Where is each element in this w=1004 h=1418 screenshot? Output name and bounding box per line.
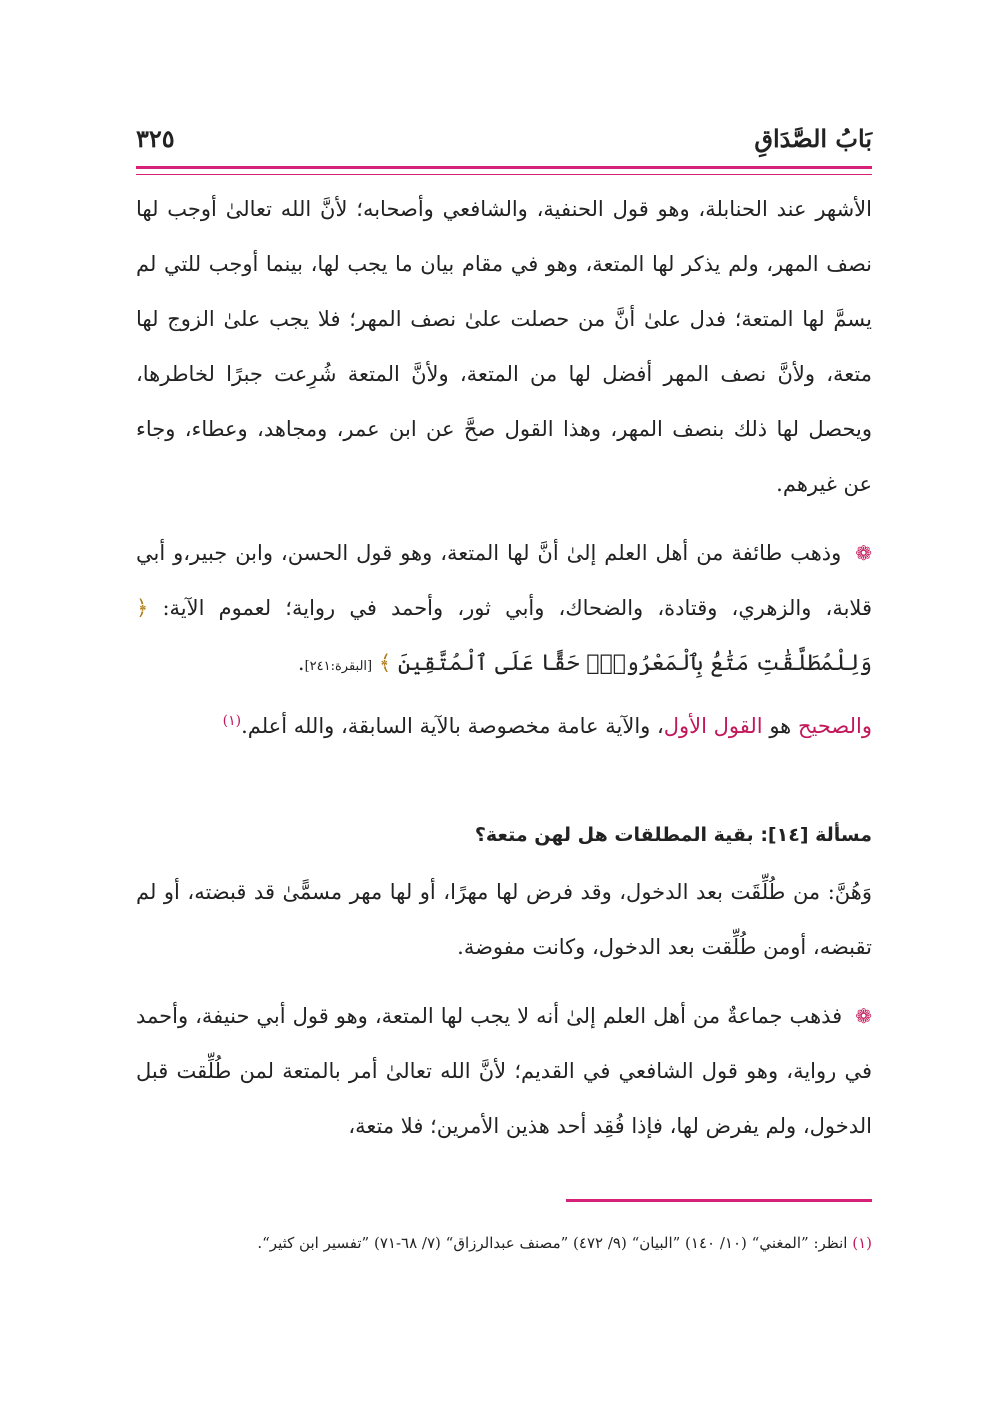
- verse-close-bracket: ﴾: [378, 651, 392, 675]
- header-rule-thick: [136, 166, 872, 169]
- main-text-block-2: [136, 865, 872, 1154]
- quran-verse: وَلِلْمُطَلَّقَٰتِ مَتَٰعُۢ بِٱلْمَعْرُوفِۖ حَقًّا عَلَى ٱلْمُتَّقِينَ: [397, 651, 872, 676]
- paragraph-3-rest: ، والآية عامة مخصوصة بالآية السابقة، والله أعلم.: [241, 714, 664, 738]
- page-number: ٣٢٥: [136, 124, 175, 153]
- footnote: [136, 1228, 872, 1258]
- highlight-sahih: والصحيح: [797, 714, 872, 738]
- paragraph-4: وَهُنَّ: من طُلِّقَت بعد الدخول، وقد فرض لها مهرًا، أو لها مهر مسمًّىٰ قد قبضته، أو لم تقبضه، أومن طُلِّقت بعد الدخول، وكانت مفوضة.: [136, 880, 872, 959]
- paragraph-2: [136, 526, 872, 694]
- paragraph-3-mid: هو: [769, 714, 792, 738]
- verse-citation: [البقرة:٢٤١]: [304, 659, 373, 674]
- flower-ornament-icon: ❁: [855, 541, 873, 565]
- highlight-first-opinion: القول الأول: [663, 714, 763, 738]
- flower-ornament-icon: ❁: [855, 1004, 872, 1028]
- paragraph-1: الأشهر عند الحنابلة، وهو قول الحنفية، والشافعي وأصحابه؛ لأنَّ الله تعالىٰ أوجب لها نصف المهر، ولم يذكر لها المتعة، وهو في مقام بيان ما يجب لها، بينما أوجب للتي لم يسمَّ لها المتعة؛ فدل علىٰ أنَّ من حصلت علىٰ نصف المهر؛ فلا يجب علىٰ الزوج لها متعة، ولأنَّ نصف المهر أفضل لها من المتعة، ولأنَّ المتعة شُرِعت جبرًا لخاطرها، ويحصل لها ذلك بنصف المهر، وهذا القول صحَّ عن ابن عمر، ومجاهد، وعطاء، وجاء عن غيرهم.: [136, 197, 872, 496]
- masala-title: بقية المطلقات هل لهن متعة؟: [474, 824, 754, 846]
- paragraph-5: [136, 989, 872, 1154]
- masala-label: مسألة [١٤]:: [760, 824, 872, 846]
- masala-heading: [475, 824, 872, 846]
- page-header: [136, 118, 872, 160]
- footnote-ref[interactable]: (١): [222, 713, 242, 729]
- footnote-text: انظر: ”المغني“ (١٠/ ١٤٠) ”البيان“ (٩/ ٤٧٢) ”مصنف عبدالرزاق“ (٧/ ٦٨-٧١) ”تفسير ابن كثير“.: [257, 1234, 848, 1252]
- paragraph-2-end: .: [297, 651, 305, 675]
- verse-open-bracket: ﴿: [136, 596, 149, 620]
- main-text-block: [136, 182, 872, 754]
- paragraph-2-text: وذهب طائفة من أهل العلم إلىٰ أنَّ لها المتعة، وهو قول الحسن، وابن جبير،و أبي قلابة، والزهري، وقتادة، والضحاك، وأبي ثور، وأحمد في رواية؛ لعموم الآية:: [136, 541, 872, 620]
- header-rule-thin: [136, 174, 872, 175]
- footnote-number: (١): [852, 1234, 872, 1252]
- paragraph-5-text: فذهب جماعةٌ من أهل العلم إلىٰ أنه لا يجب لها المتعة، وهو قول أبي حنيفة، وأحمد في رواية، وهو قول الشافعي في القديم؛ لأنَّ الله تعالىٰ أمر بالمتعة لمن طُلِّقت قبل الدخول، ولم يفرض لها، فإذا فُقِد أحد هذين الأمرين؛ فلا متعة،: [136, 1004, 872, 1138]
- footnote-rule: [566, 1199, 872, 1202]
- paragraph-3: [136, 694, 872, 754]
- chapter-title: بَابُ الصَّدَاقِ: [754, 124, 872, 153]
